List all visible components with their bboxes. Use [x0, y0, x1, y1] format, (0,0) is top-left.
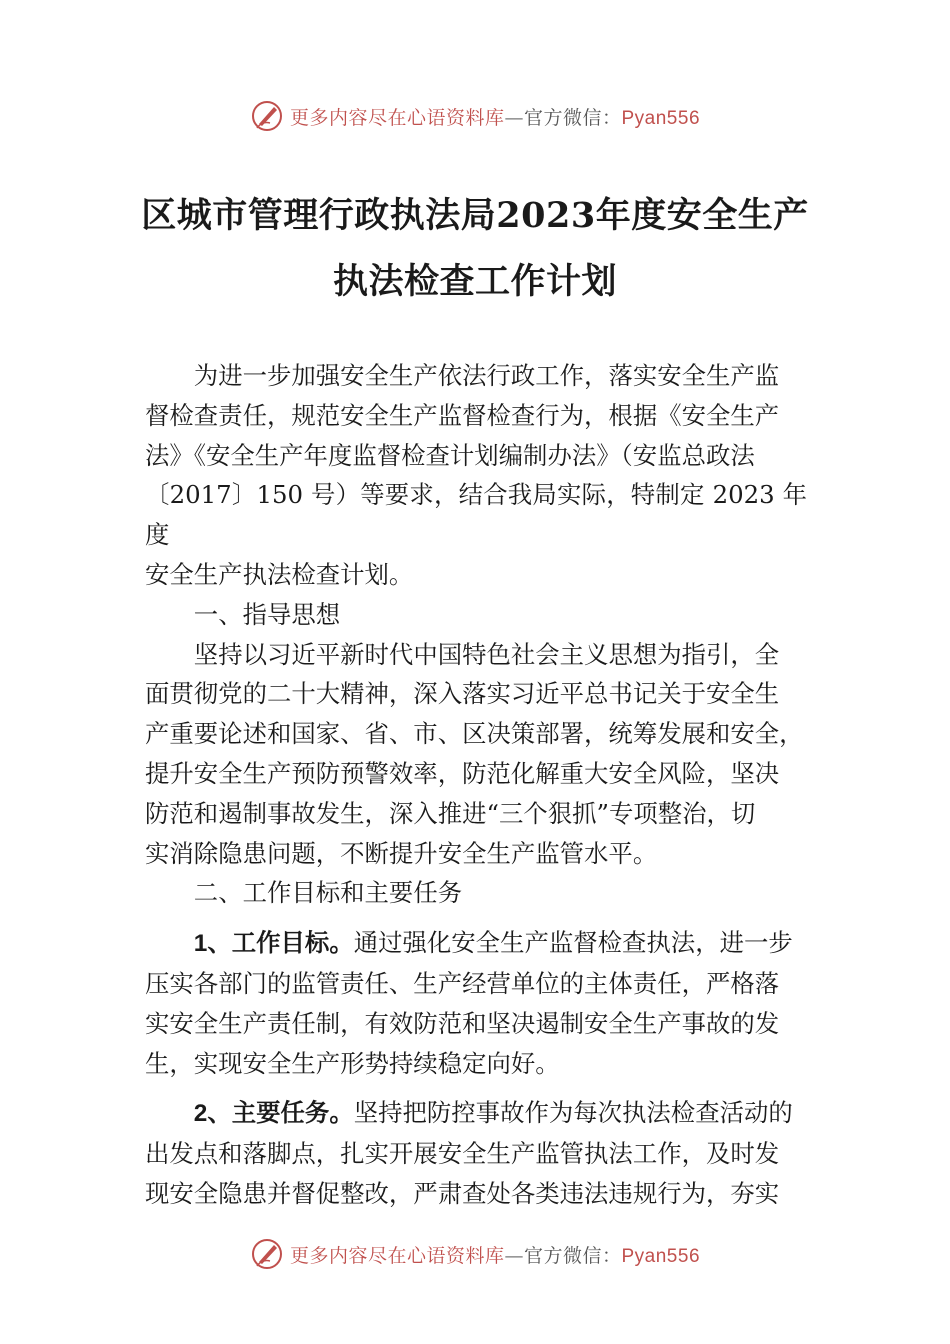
goal-line-1: 1、工作目标。通过强化安全生产监督检查执法，进一步: [193, 928, 793, 958]
goal-line-4: 生，实现安全生产形势持续稳定向好。: [145, 1048, 560, 1078]
task-line-2: 出发点和落脚点，扎实开展安全生产监管执法工作，及时发: [145, 1139, 780, 1169]
section-heading-1: 一、指导思想: [193, 599, 341, 629]
guidance-line-6: 实消除隐患问题，不断提升安全生产监管水平。: [145, 838, 658, 868]
goal-lead: 1、工作目标。: [193, 930, 354, 958]
watermark-banner-top: [0, 96, 950, 136]
guidance-line-3: 产重要论述和国家、省、市、区决策部署，统筹发展和安全，: [145, 719, 804, 749]
goal-line-2: 压实各部门的监管责任、生产经营单位的主体责任，严格落: [145, 968, 780, 998]
document-title-line-1: 区城市管理行政执法局2023年度安全生产: [141, 195, 809, 236]
watermark-banner-bottom: [0, 1234, 950, 1274]
intro-line-2: 督检查责任，规范安全生产监督检查行为，根据《安全生产: [145, 400, 780, 430]
pen-logo-icon: [250, 99, 284, 133]
task-line-1: 2、主要任务。坚持把防控事故作为每次执法检查活动的: [193, 1098, 793, 1128]
intro-line-4: 〔2017〕150 号）等要求，结合我局实际，特制定 2023 年度: [145, 480, 807, 550]
watermark-text: 更多内容尽在心语资料库—官方微信：Pyan556: [289, 1244, 701, 1267]
task-line-3: 现安全隐患并督促整改，严肃查处各类违法违规行为，夯实: [145, 1178, 780, 1208]
section-heading-2: 二、工作目标和主要任务: [193, 878, 463, 908]
intro-line-5: 安全生产执法检查计划。: [145, 559, 414, 589]
guidance-line-4: 提升安全生产预防预警效率，防范化解重大安全风险，坚决: [145, 758, 780, 788]
document-body: [145, 356, 807, 1214]
goal-line-3: 实安全生产责任制，有效防范和坚决遏制安全生产事故的发: [145, 1008, 780, 1038]
guidance-line-1: 坚持以习近平新时代中国特色社会主义思想为指引，全: [193, 639, 780, 669]
intro-line-1: 为进一步加强安全生产依法行政工作，落实安全生产监: [193, 361, 780, 390]
intro-line-3: 法》《安全生产年度监督检查计划编制办法》（安监总政法: [145, 440, 755, 470]
watermark-text: 更多内容尽在心语资料库—官方微信：Pyan556: [289, 106, 701, 129]
guidance-line-2: 面贯彻党的二十大精神，深入落实习近平总书记关于安全生: [145, 679, 780, 709]
document-title-line-2: 执法检查工作计划: [332, 261, 617, 302]
guidance-line-5: 防范和遏制事故发生，深入推进“三个狠抓”专项整治，切: [145, 798, 756, 828]
pen-logo-icon: [250, 1237, 284, 1271]
task-lead: 2、主要任务。: [193, 1100, 354, 1128]
